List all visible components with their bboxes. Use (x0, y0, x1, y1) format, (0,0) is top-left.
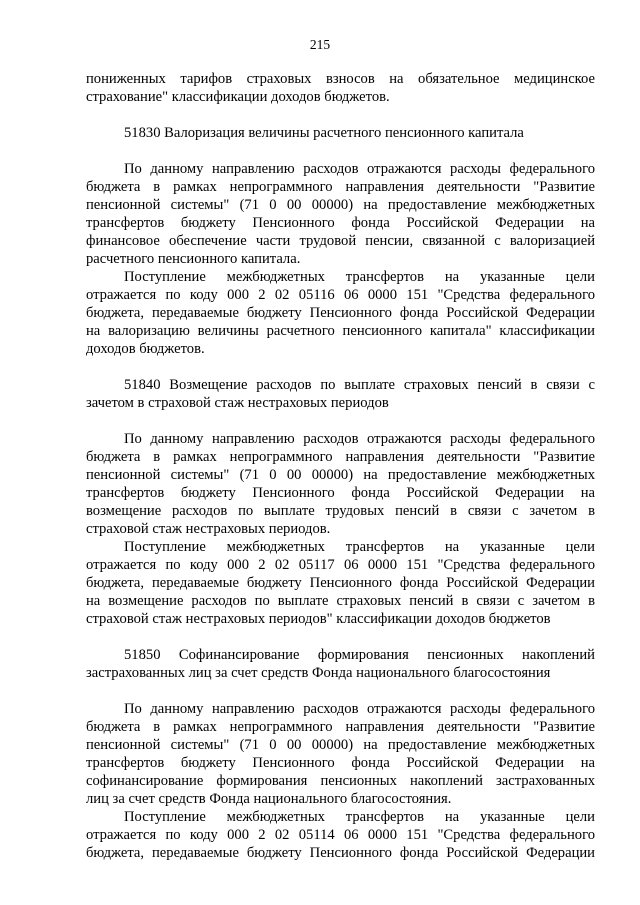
section-heading (86, 376, 595, 412)
spacer (86, 358, 595, 376)
paragraph (86, 808, 595, 862)
text-line: отражается по коду 000 2 02 05116 06 0000 151 "Средства федерального (86, 287, 595, 303)
text-line: страховой стаж нестраховых периодов. (86, 521, 331, 537)
section-heading (86, 124, 595, 142)
text-line: расчетного пенсионного капитала. (86, 251, 301, 267)
text-line: бюджета, передаваемые бюджету Пенсионного фонда Российской Федерации (86, 575, 595, 591)
text-line: пенсионной системы" (71 0 00 00000) на предоставление межбюджетных (86, 197, 595, 213)
text-line: 51830 Валоризация величины расчетного пенсионного капитала (124, 125, 524, 141)
paragraph (86, 70, 595, 106)
text-line: лиц за счет средств Фонда национального благосостояния. (86, 791, 452, 807)
text-line: бюджета в рамках непрограммного направления деятельности "Развитие (86, 449, 595, 465)
text-line: По данному направлению расходов отражаются расходы федерального (124, 431, 595, 447)
text-line: на возмещение расходов по выплате страховых пенсий в связи с зачетом в (86, 593, 595, 609)
text-line: софинансирование формирования пенсионных накоплений застрахованных (86, 773, 595, 789)
text-line: возмещение расходов по выплате трудовых пенсий в связи с зачетом в (86, 503, 595, 519)
text-line: отражается по коду 000 2 02 05114 06 0000 151 "Средства федерального (86, 827, 595, 843)
spacer (86, 412, 595, 430)
text-line: бюджета, передаваемые бюджету Пенсионного фонда Российской Федерации (86, 305, 595, 321)
text-line: пониженных тарифов страховых взносов на обязательное медицинское (86, 71, 595, 87)
text-line: трансфертов бюджету Пенсионного фонда Российской Федерации на (86, 485, 595, 501)
paragraph (86, 268, 595, 358)
text-line: Поступление межбюджетных трансфертов на указанные цели (124, 809, 595, 825)
spacer (86, 142, 595, 160)
text-line: Поступление межбюджетных трансфертов на указанные цели (124, 269, 595, 285)
text-line: По данному направлению расходов отражаются расходы федерального (124, 161, 595, 177)
text-line: трансфертов бюджету Пенсионного фонда Российской Федерации на (86, 755, 595, 771)
spacer (86, 682, 595, 700)
text-line: 51850 Софинансирование формирования пенсионных накоплений (124, 647, 595, 663)
paragraph (86, 700, 595, 808)
text-line: зачетом в страховой стаж нестраховых периодов (86, 395, 389, 411)
paragraph (86, 430, 595, 538)
spacer (86, 106, 595, 124)
text-line: бюджета в рамках непрограммного направления деятельности "Развитие (86, 179, 595, 195)
text-line: страхование" классификации доходов бюджетов. (86, 89, 390, 105)
section-heading (86, 646, 595, 682)
text-line: трансфертов бюджету Пенсионного фонда Российской Федерации на (86, 215, 595, 231)
text-line: бюджета, передаваемые бюджету Пенсионного фонда Российской Федерации (86, 845, 595, 861)
text-line: отражается по коду 000 2 02 05117 06 0000 151 "Средства федерального (86, 557, 595, 573)
text-line: бюджета в рамках непрограммного направления деятельности "Развитие (86, 719, 595, 735)
text-line: застрахованных лиц за счет средств Фонда национального благосостояния (86, 665, 551, 681)
document-body (86, 70, 595, 862)
text-line: пенсионной системы" (71 0 00 00000) на предоставление межбюджетных (86, 467, 595, 483)
text-line: страховой стаж нестраховых периодов" классификации доходов бюджетов (86, 611, 551, 627)
paragraph (86, 160, 595, 268)
spacer (86, 628, 595, 646)
text-line: финансовое обеспечение части трудовой пенсии, связанной с валоризацией (86, 233, 595, 249)
text-line: По данному направлению расходов отражаются расходы федерального (124, 701, 595, 717)
text-line: пенсионной системы" (71 0 00 00000) на предоставление межбюджетных (86, 737, 595, 753)
page-number: 215 (309, 37, 331, 52)
text-line: на валоризацию величины расчетного пенсионного капитала" классификации (86, 323, 595, 339)
paragraph (86, 538, 595, 628)
text-line: Поступление межбюджетных трансфертов на указанные цели (124, 539, 595, 555)
text-line: доходов бюджетов. (86, 341, 205, 357)
text-line: 51840 Возмещение расходов по выплате страховых пенсий в связи с (124, 377, 595, 393)
